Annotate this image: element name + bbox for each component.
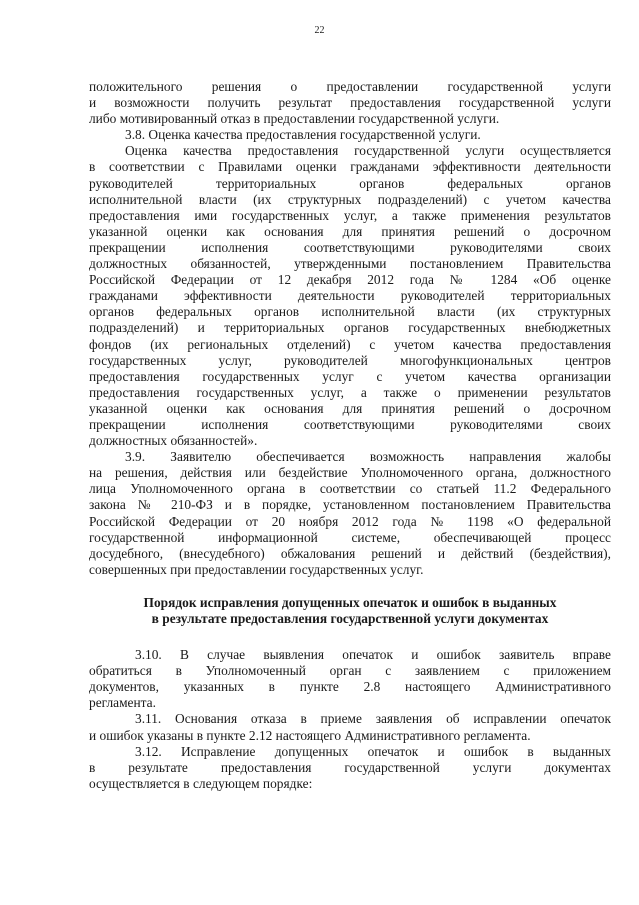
text-line: совершенных при предоставлении государственных услуг. [89,561,424,577]
text-line: предоставления государственных услуг, а также о применении результатов [89,384,611,400]
paragraph-3-12 [89,744,611,792]
text-line: государственной информационной системе, обеспечивающей процесс [89,529,611,545]
text-line: осуществляется в следующем порядке: [89,775,313,791]
text-line: Российской Федерации от 12 декабря 2012 года № 1284 «Об оценке [89,272,611,288]
text-line: и возможности получить результат предоставления государственной услуги [89,95,611,111]
paragraph-3-11 [89,711,611,743]
text-line: прекращении исполнения соответствующими руководителями своих [89,416,611,432]
text-line: 3.11. Основания отказа в приеме заявления об исправлении опечаток [135,711,611,727]
text-line: в результате предоставления государственной услуги документах [89,759,611,775]
text-line: должностных обязанностей». [89,433,258,449]
heading-line: в результате предоставления государственной услуги документах [151,611,549,626]
text-line: предоставления ими государственных услуг, а также применения результатов [89,207,611,223]
text-line: и ошибок указаны в пункте 2.12 настоящего Административного регламента. [89,727,531,743]
text-line: положительного решения о предоставлении государственной услуги [89,79,611,94]
paragraph-3-10 [89,647,611,711]
text-line: гражданами эффективности деятельности руководителей территориальных [89,288,611,304]
heading-line: Порядок исправления допущенных опечаток и ошибок в выданных [143,594,557,610]
page-number: 22 [314,25,325,36]
text-line: фондов (их региональных отделений) с учетом качества предоставления [89,336,611,352]
text-line: Оценка качества предоставления государственной услуги осуществляется [125,143,611,159]
text-line: государственных услуг, руководителей многофункциональных центров [89,352,611,368]
text-line: 3.10. В случае выявления опечаток и ошибок заявитель вправе [135,647,611,663]
text-line: 3.9. Заявителю обеспечивается возможность направления жалобы [125,449,611,465]
text-line: руководителей территориальных органов федеральных органов [89,175,611,191]
text-line: обратиться в Уполномоченный орган с заявлением с приложением [89,663,611,679]
paragraph-3-8 [89,127,611,143]
text-line: 3.8. Оценка качества предоставления государственной услуги. [125,127,481,143]
text-line: исполнительной власти (их структурных подразделений) с учетом качества [89,191,611,207]
text-line: Российской Федерации от 20 ноября 2012 года № 1198 «О федеральной [89,513,611,529]
text-line: 3.12. Исправление допущенных опечаток и ошибок в выданных [135,743,611,759]
text-line: на решения, действия или бездействие Уполномоченного органа, должностного [89,465,611,481]
document-body [89,79,611,792]
text-line: документов, указанных в пункте 2.8 настоящего Административного [89,679,611,695]
text-line: должностных обязанностей, утвержденными постановлением Правительства [89,256,611,272]
paragraph-continuation [89,79,611,127]
text-line: в соответствии с Правилами оценки гражданами эффективности деятельности [89,159,611,175]
text-line: указанной оценки как основания для принятия решений о досрочном [89,223,611,239]
text-line: закона № 210-ФЗ и в порядке, установленном постановлением Правительства [89,497,611,513]
text-line: досудебного, (внесудебного) обжалования решений и действий (бездействия), [89,545,611,561]
text-line: лица Уполномоченного органа в соответствии со статьей 11.2 Федерального [89,481,611,497]
text-line: регламента. [89,695,156,711]
text-line: прекращении исполнения соответствующими руководителями своих [89,239,611,255]
section-heading [89,595,611,627]
paragraph-3-8-text [89,143,611,449]
text-line: предоставления государственных услуг с учетом качества организации [89,368,611,384]
text-line: органов федеральных органов исполнительной власти (их структурных [89,304,611,320]
text-line: указанной оценки как основания для принятия решений о досрочном [89,400,611,416]
text-line: подразделений) и территориальных органов государственных внебюджетных [89,320,611,336]
paragraph-3-9 [89,449,611,578]
text-line: либо мотивированный отказ в предоставлении государственной услуги. [89,111,500,127]
